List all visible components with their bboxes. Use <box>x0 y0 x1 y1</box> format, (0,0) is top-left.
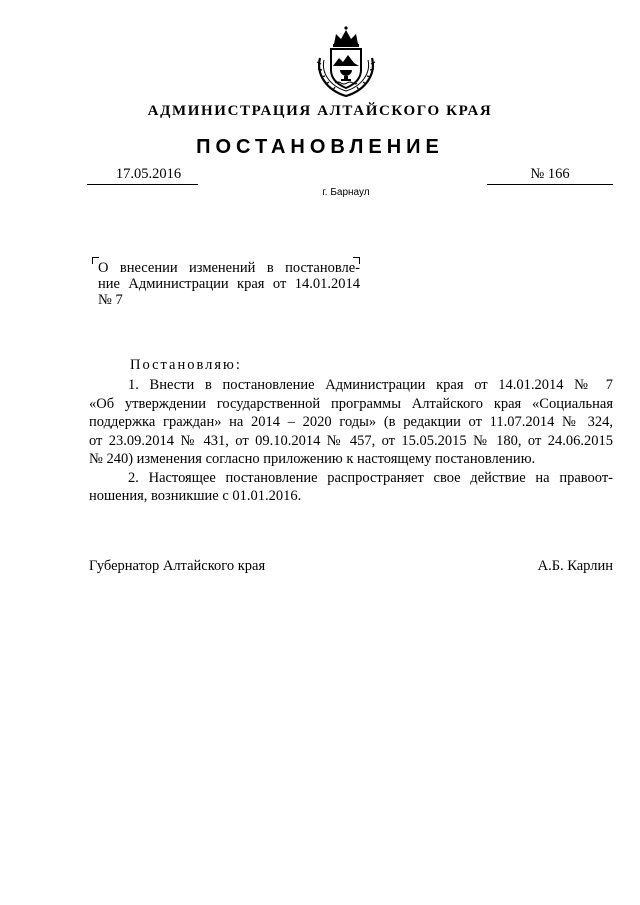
document-subject <box>98 260 360 308</box>
body-line: 1. Внести в постановление Администрации края от 14.01.2014 № 7 <box>128 377 613 393</box>
document-body <box>89 376 613 506</box>
coat-of-arms-icon <box>306 22 386 102</box>
document-date-value: 17.05.2016 <box>115 166 182 182</box>
document-number: № 166 <box>487 166 613 185</box>
signatory-name: А.Б. Карлин <box>537 558 613 574</box>
signatory-position: Губернатор Алтайского края <box>89 558 266 574</box>
document-city: г. Барнаул <box>322 187 370 198</box>
decree-word: Постановляю: <box>130 357 242 373</box>
body-line: № 240) изменения согласно приложению к настоящему постановлению. <box>89 451 536 467</box>
body-line: ношения, возникшие с 01.01.2016. <box>89 488 302 504</box>
body-line: «Об утверждении государственной программы Алтайского края «Социальная <box>89 395 613 412</box>
document-date <box>87 166 198 185</box>
body-line: от 23.09.2014 № 431, от 09.10.2014 № 457, от 15.05.2015 № 180, от 24.06.2015 <box>89 432 613 449</box>
subject-line: ние Администрации края от 14.01.2014 <box>98 276 360 292</box>
subject-line: О внесении изменений в постановле- <box>98 260 360 276</box>
organization-title: АДМИНИСТРАЦИЯ АЛТАЙСКОГО КРАЯ <box>147 103 493 119</box>
subject-line: № 7 <box>98 292 123 308</box>
body-line: поддержка граждан» на 2014 – 2020 годы» (в редакции от 11.07.2014 № 324, <box>89 414 613 430</box>
body-line: 2. Настоящее постановление распространяет свое действие на правоот- <box>128 469 613 486</box>
document-type-heading: ПОСТАНОВЛЕНИЕ <box>196 136 444 158</box>
